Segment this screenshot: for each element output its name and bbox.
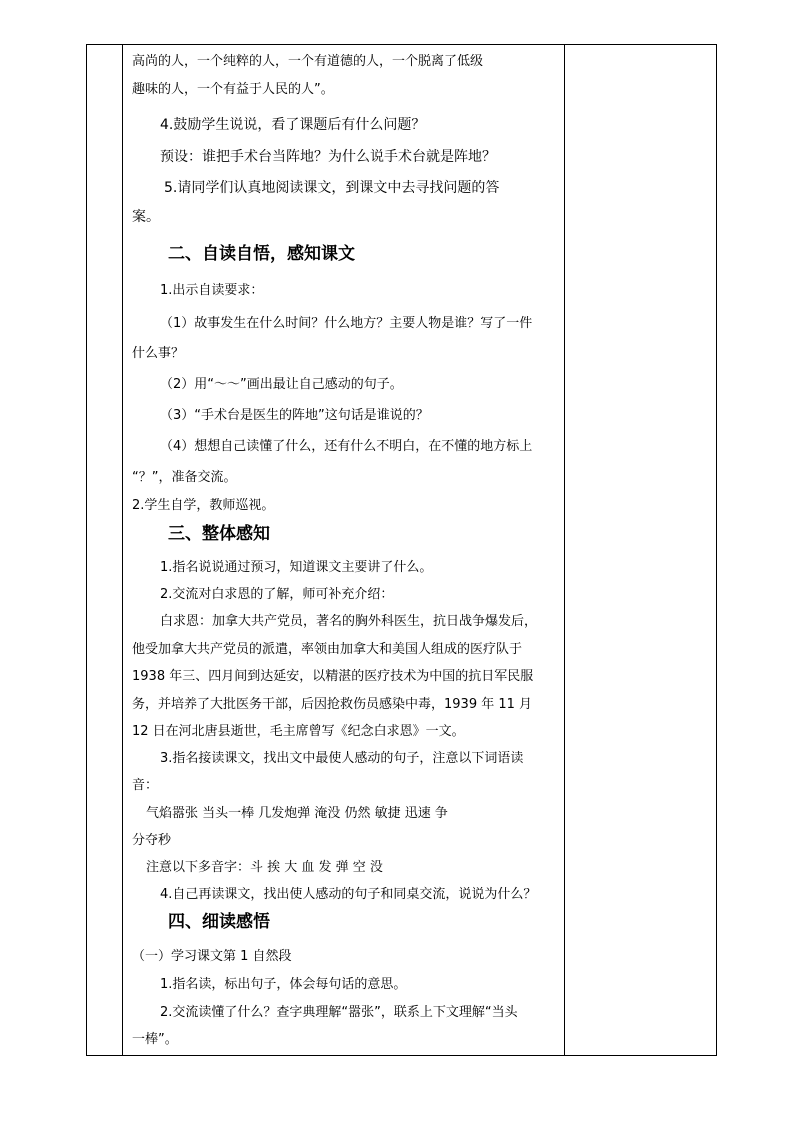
text-line: 注意以下多音字：斗 挨 大 血 发 弹 空 没 — [146, 860, 383, 875]
section-heading: 三、整体感知 — [168, 524, 270, 544]
text-line: （4）想想自己读懂了什么，还有什么不明白，在不懂的地方标上 — [160, 439, 533, 454]
text-line: 白求恩：加拿大共产党员，著名的胸外科医生，抗日战争爆发后， — [160, 614, 538, 629]
text-line: 一棒”。 — [132, 1032, 178, 1047]
text-line: 4.自己再读课文，找出使人感动的句子和同桌交流，说说为什么？ — [160, 887, 537, 902]
text-line: “？”，准备交流。 — [132, 470, 237, 485]
text-line: 分夺秒 — [132, 833, 172, 848]
column-divider-right — [564, 45, 565, 1055]
text-line: 2.交流读懂了什么？查字典理解“嚣张”，联系上下文理解“当头 — [160, 1005, 518, 1020]
text-line: （1）故事发生在什么时间？什么地方？主要人物是谁？写了一件 — [160, 316, 533, 331]
section-heading: 二、自读自悟，感知课文 — [168, 244, 355, 264]
text-line: 2.交流对白求恩的了解，师可补充介绍： — [160, 587, 394, 602]
text-line: （2）用“～～”画出最让自己感动的句子。 — [160, 377, 403, 392]
text-line: 他受加拿大共产党员的派遣，率领由加拿大和美国人组成的医疗队于 — [132, 642, 523, 657]
text-line: （一）学习课文第 1 自然段 — [132, 949, 292, 964]
text-line: 3.指名接读课文，找出文中最使人感动的句子，注意以下词语读 — [160, 751, 524, 766]
text-line: 趣味的人，一个有益于人民的人”。 — [132, 82, 334, 97]
text-line: 高尚的人，一个纯粹的人，一个有道德的人，一个脱离了低级 — [132, 54, 484, 69]
text-line: 1.出示自读要求： — [160, 283, 264, 298]
text-line: 5.请同学们认真地阅读课文，到课文中去寻找问题的答 — [164, 180, 500, 196]
column-divider-left — [122, 45, 123, 1055]
text-line: 案。 — [132, 209, 160, 225]
text-line: 1.指名说说通过预习，知道课文主要讲了什么。 — [160, 560, 433, 575]
text-line: 务，并培养了大批医务干部，后因抢救伤员感染中毒，1939 年 11 月 — [132, 697, 533, 712]
text-line: 12 日在河北唐县逝世，毛主席曾写《纪念白求恩》一文。 — [132, 724, 465, 739]
lesson-table — [86, 44, 717, 1056]
text-line: （3）“手术台是医生的阵地”这句话是谁说的？ — [160, 408, 429, 423]
section-heading: 四、细读感悟 — [168, 912, 270, 932]
text-line: 什么事？ — [132, 346, 185, 361]
text-line: 预设：谁把手术台当阵地？为什么说手术台就是阵地？ — [160, 149, 496, 165]
text-line: 1938 年三、四月间到达延安，以精湛的医疗技术为中国的抗日军民服 — [132, 669, 534, 684]
text-line: 气焰嚣张 当头一棒 几发炮弹 淹没 仍然 敏捷 迅速 争 — [146, 806, 448, 821]
text-line: 2.学生自学，教师巡视。 — [132, 498, 275, 513]
text-line: 音： — [132, 778, 159, 793]
text-line: 4.鼓励学生说说，看了课题后有什么问题？ — [160, 117, 426, 133]
text-line: 1.指名读，标出句子，体会每句话的意思。 — [160, 977, 407, 992]
